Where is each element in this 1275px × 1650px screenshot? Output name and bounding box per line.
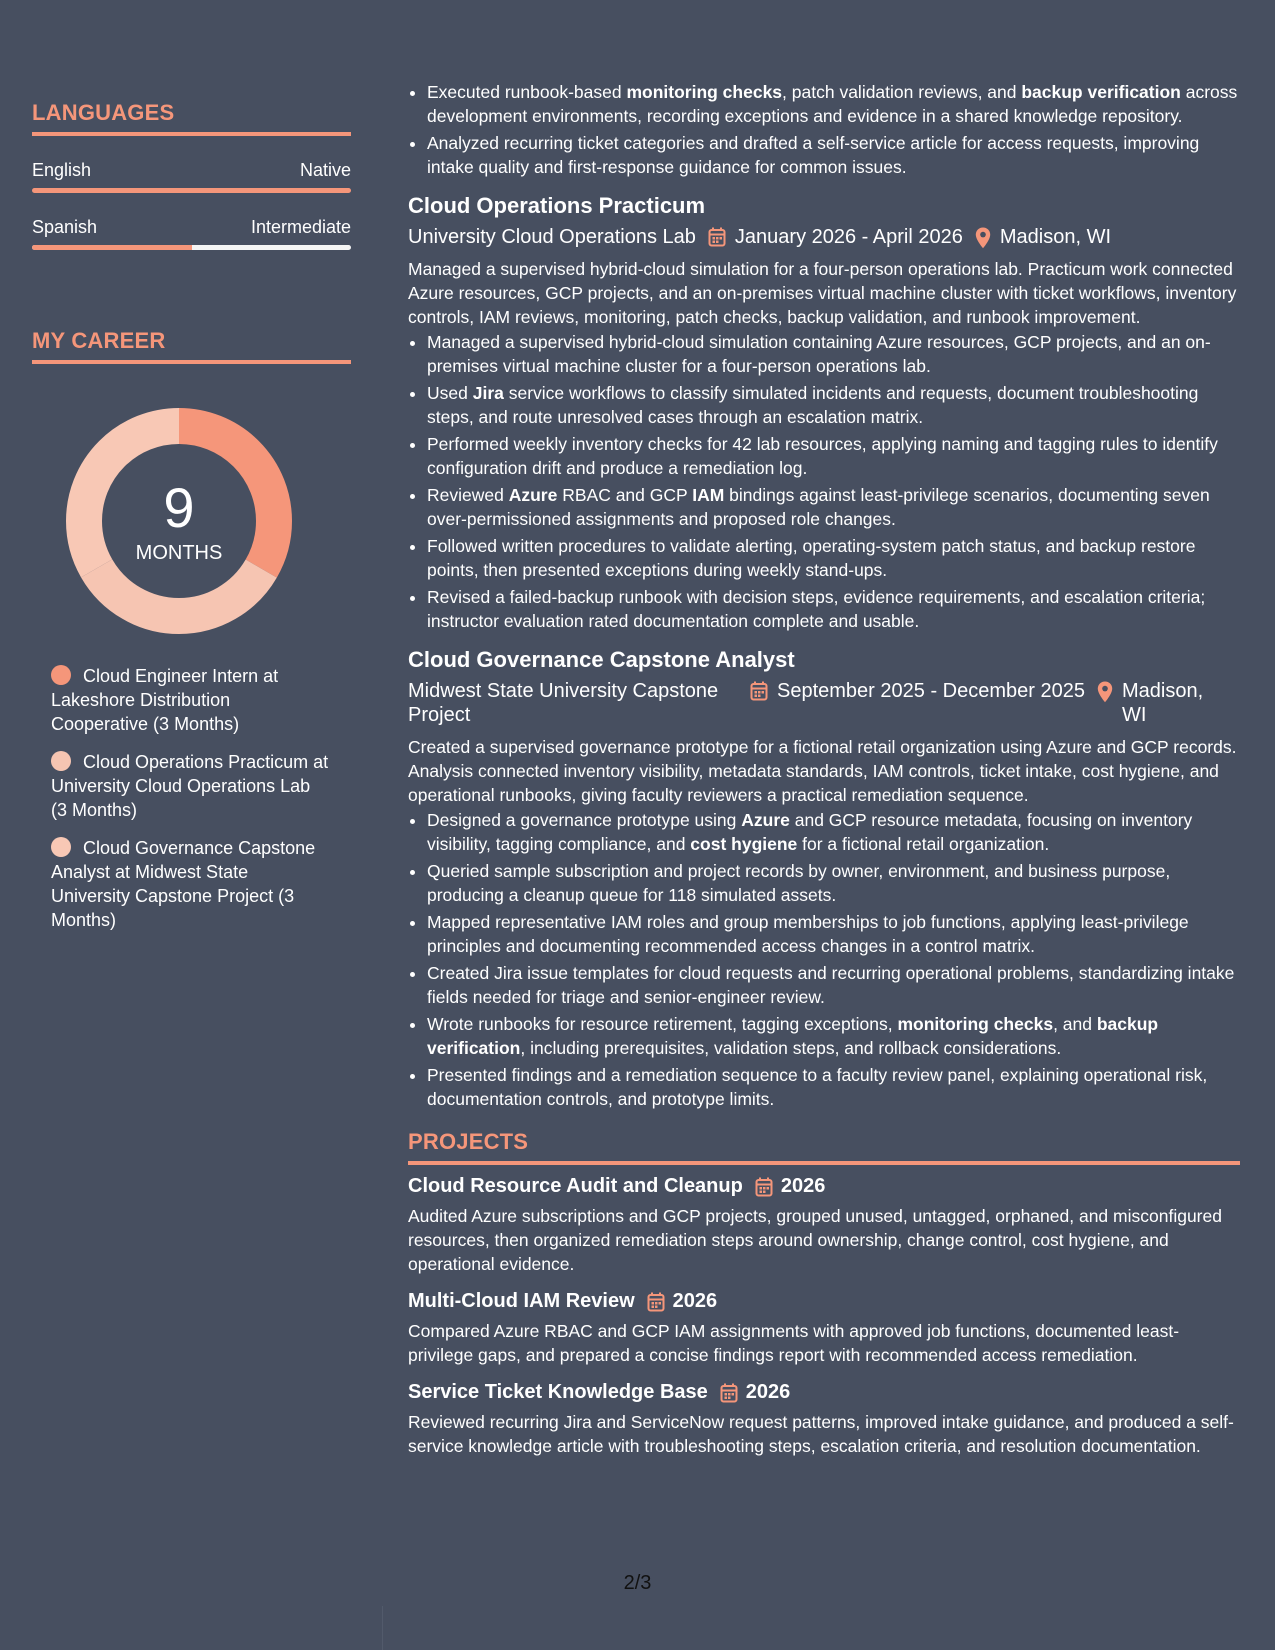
bullet-item: • Analyzed recurring ticket categories and drafted a self-service article for access requests, improving intake quality and first-response guidance for common issues. [427,131,1240,179]
bullet-item: • Queried sample subscription and project records by owner, environment, and business purpose, producing a cleanup queue for 118 simulated assets. [427,859,1240,907]
language-level-bar [32,188,351,193]
job-title: Cloud Operations Practicum [408,193,706,218]
project-name: Multi-Cloud IAM Review [408,1290,635,1312]
projects-heading: PROJECTS [408,1129,1240,1165]
career-legend [51,664,331,932]
job-dates-group [708,225,963,249]
page-number: 2/3 [623,1572,652,1594]
main-content [408,80,1240,1458]
calendar-icon [647,1292,665,1312]
career-legend-label: Cloud Engineer Intern at Lakeshore Distribution Cooperative (3 Months) [51,666,279,734]
bullet-item: • Performed weekly inventory checks for 42 lab resources, applying naming and tagging rules to identify configuration drift and produce a remediation log. [427,432,1240,480]
legend-dot-icon [51,837,71,857]
career-legend-item [51,836,331,932]
project-year: 2026 [745,1381,791,1403]
project-year: 2026 [672,1290,718,1312]
job-description: Created a supervised governance prototype for a fictional retail organization using Azure and GCP records. Analysis connected inventory visibility, metadata standards, IAM controls, ticket intake, cost hygiene, and operational runbooks, giving faculty reviewers a practical remediation sequence. [408,737,1237,805]
job-bullets [408,808,1240,1111]
calendar-icon [750,681,768,701]
project-entry [408,1175,1240,1276]
job-location: Madison, WI [1121,680,1204,726]
bullet-item: • Followed written procedures to validate alerting, operating-system patch status, and backup restore points, then presented exceptions during weekly stand-ups. [427,534,1240,582]
language-level-fill [32,245,192,250]
bullet-item: • Executed runbook-based monitoring checks, patch validation reviews, and backup verification across development environments, recording exceptions and evidence in a shared knowledge repository. [427,80,1240,128]
divider [382,1606,383,1650]
job-organization: Midwest State University Capstone Project [408,680,719,726]
career-legend-item [51,664,331,736]
job-meta [408,225,1240,249]
job-dates: January 2026 - April 2026 [734,226,963,248]
language-level: Intermediate [250,217,351,237]
bullet-item: • Created Jira issue templates for cloud requests and recurring operational problems, standardizing intake fields needed for triage and senior-engineer review. [427,961,1240,1009]
language-level-fill [32,188,351,193]
language-level-bar [32,245,351,250]
project-description: Compared Azure RBAC and GCP IAM assignments with approved job functions, documented least-privilege gaps, and prepared a concise findings report with recommended access remediation. [408,1321,1180,1365]
job-entry [408,193,1240,633]
bullet-item: • Managed a supervised hybrid-cloud simulation containing Azure resources, GCP projects, and an on-premises virtual machine cluster for a four-person operations lab. [427,330,1240,378]
sidebar [32,100,351,946]
career-legend-item [51,750,331,822]
job-location-group [975,225,1111,249]
job-title: Cloud Governance Capstone Analyst [408,647,795,672]
project-year: 2026 [780,1175,826,1197]
job-organization: University Cloud Operations Lab [408,226,696,248]
job-dates-group [750,679,1085,703]
project-description: Audited Azure subscriptions and GCP projects, grouped unused, untagged, orphaned, and misconfigured resources, then organized remediation steps around ownership, change control, cost hygiene, and operational evidence. [408,1206,1222,1274]
language-item-english [32,160,351,193]
career-legend-label: Cloud Operations Practicum at University Cloud Operations Lab (3 Months) [51,752,329,820]
location-pin-icon [1097,681,1113,703]
bullet-item: • Presented findings and a remediation sequence to a faculty review panel, explaining operational risk, documentation controls, and prototype limits. [427,1063,1240,1111]
job-dates: September 2025 - December 2025 [777,680,1085,702]
project-entry [408,1290,1240,1367]
career-heading: MY CAREER [32,328,351,364]
legend-dot-icon [51,665,71,685]
job-description: Managed a supervised hybrid-cloud simulation for a four-person operations lab. Practicum work connected Azure resources, GCP projects, and an on-premises virtual machine cluster with ticket workflows, inventory controls, IAM reviews, monitoring, patch checks, backup validation, and runbook improvement. [408,259,1237,327]
job-meta [408,679,1240,727]
bullet-item: • Wrote runbooks for resource retirement, tagging exceptions, monitoring checks, and backup verification, including prerequisites, validation steps, and rollback considerations. [427,1012,1240,1060]
language-item-spanish [32,217,351,250]
language-level: Native [299,160,351,180]
career-legend-label: Cloud Governance Capstone Analyst at Midwest State University Capstone Project (3 Months) [51,838,316,930]
calendar-icon [755,1177,773,1197]
previous-job-bullets [408,80,1240,179]
calendar-icon [720,1383,738,1403]
location-pin-icon [975,227,991,249]
job-entry [408,647,1240,1111]
bullet-item: • Designed a governance prototype using Azure and GCP resource metadata, focusing on inventory visibility, tagging compliance, and cost hygiene for a fictional retail organization. [427,808,1240,856]
bullet-item: • Used Jira service workflows to classify simulated incidents and requests, document troubleshooting steps, and route unresolved cases through an escalation matrix. [427,381,1240,429]
calendar-icon [708,227,726,247]
job-location: Madison, WI [999,226,1112,248]
project-name: Service Ticket Knowledge Base [408,1381,708,1403]
career-donut-chart [66,408,292,634]
bullet-item: • Reviewed Azure RBAC and GCP IAM bindings against least-privilege scenarios, documenting seven over-permissioned assignments and proposed role changes. [427,483,1240,531]
project-name: Cloud Resource Audit and Cleanup [408,1175,743,1197]
languages-heading: LANGUAGES [32,100,351,136]
project-entry [408,1381,1240,1458]
language-name: Spanish [32,217,98,237]
project-description: Reviewed recurring Jira and ServiceNow request patterns, improved intake guidance, and produced a self-service knowledge article with troubleshooting steps, escalation criteria, and resolution documentation. [408,1412,1234,1456]
bullet-item: • Revised a failed-backup runbook with decision steps, evidence requirements, and escalation criteria; instructor evaluation rated documentation complete and usable. [427,585,1240,633]
career-total-unit: MONTHS [135,541,223,564]
job-bullets [408,330,1240,633]
language-name: English [32,160,92,180]
legend-dot-icon [51,751,71,771]
career-total-months: 9 [163,475,195,539]
job-location-group [1097,679,1217,727]
bullet-item: • Mapped representative IAM roles and group memberships to job functions, applying least-privilege principles and documenting recommended access changes in a control matrix. [427,910,1240,958]
